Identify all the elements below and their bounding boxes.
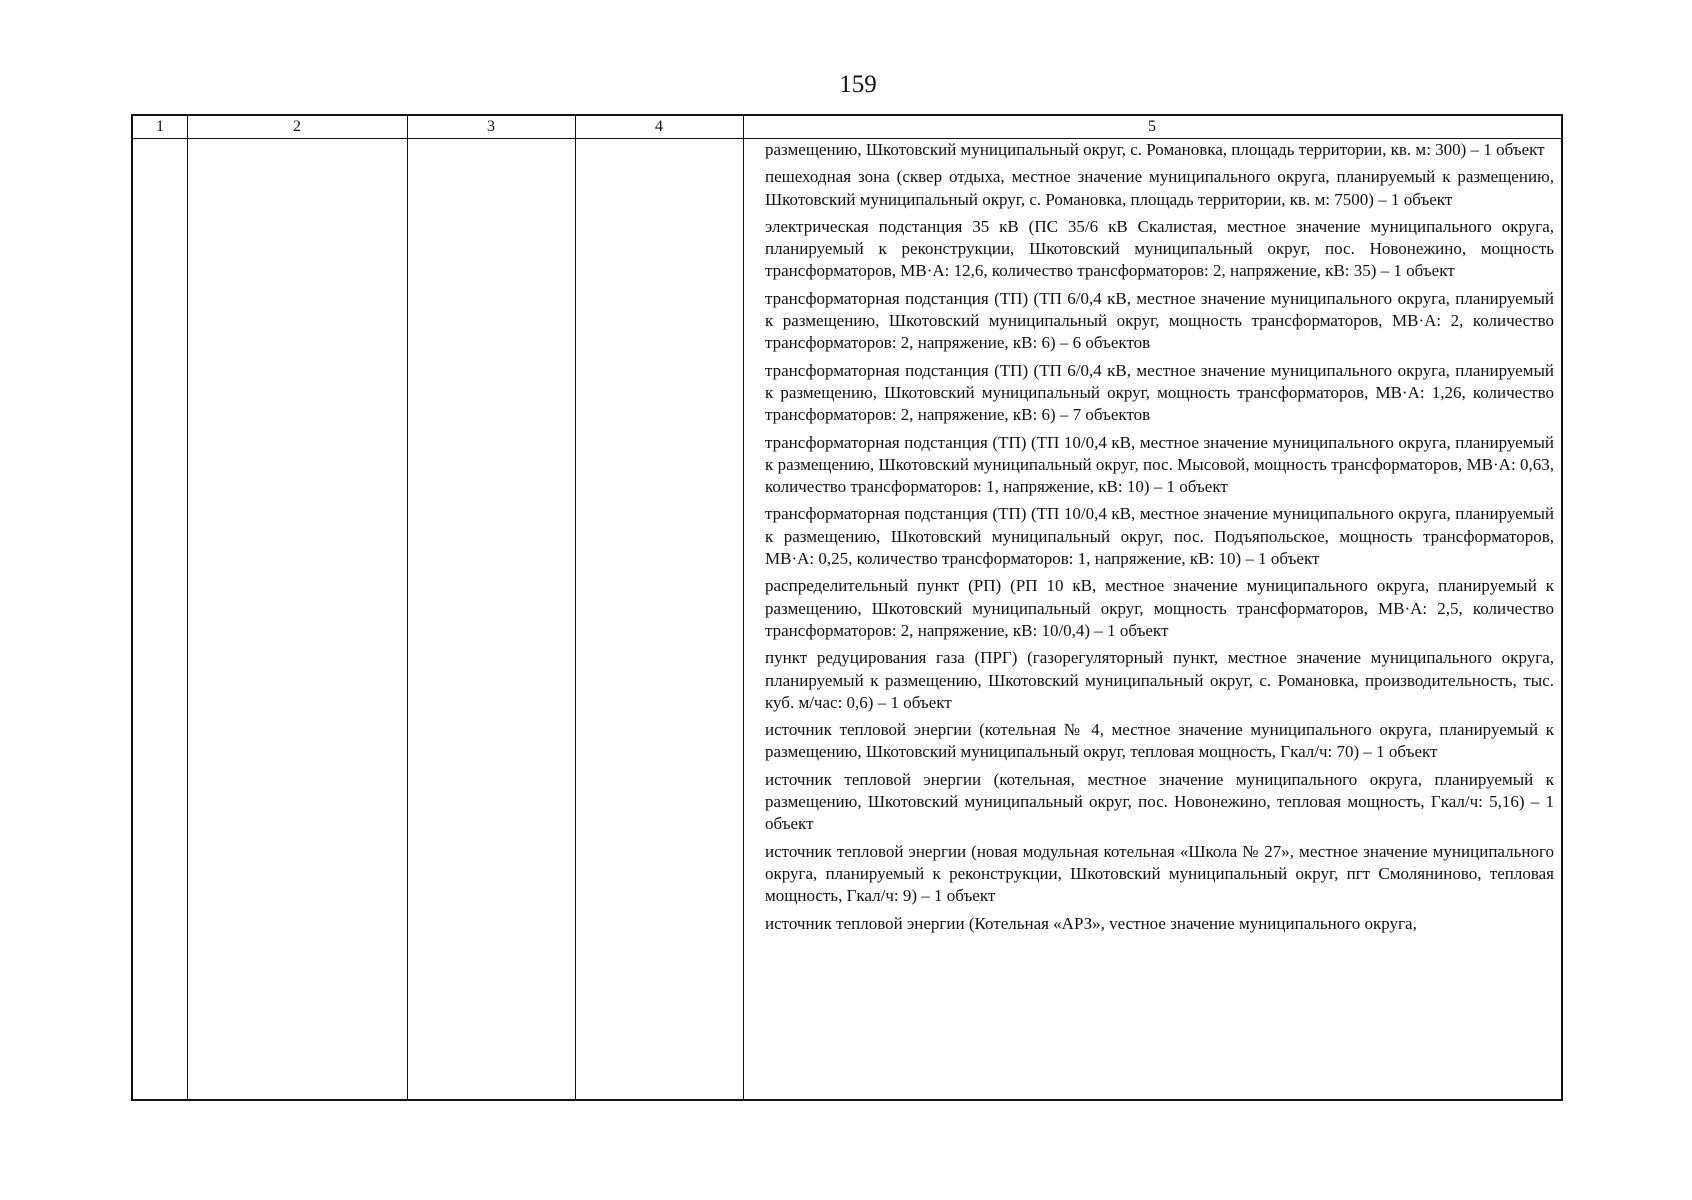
table-entry: трансформаторная подстанция (ТП) (ТП 10/0,4 кВ, местное значение муниципального округа, планируемый к размещению, Шкотовский муниципальный округ, пос. Мысовой, мощность трансформаторов, МВ·А: 0,63, количество трансформаторов: 1, напряжение, кВ: 10) – 1 объект: [765, 432, 1554, 497]
header-cell-col5: 5: [1148, 118, 1156, 135]
header-cell-col4: 4: [655, 118, 663, 135]
header-cell-col2: 2: [293, 118, 301, 135]
column-divider: [575, 116, 576, 1099]
table-entry: источник тепловой энергии (котельная № 4, местное значение муниципального округа, планируемый к размещению, Шкотовский муниципальный округ, тепловая мощность, Гкал/ч: 70) – 1 объект: [765, 720, 1554, 762]
table-entry: размещению, Шкотовский муниципальный округ, с. Романовка, площадь территории, кв. м: 300) – 1 объект: [765, 140, 1545, 159]
table-entry: трансформаторная подстанция (ТП) (ТП 6/0,4 кВ, местное значение муниципального округа, планируемый к размещению, Шкотовский муниципальный округ, мощность трансформаторов, МВ·А: 1,26, количество трансформаторов: 2, напряжение, кВ: 6) – 7 объектов: [765, 360, 1554, 425]
table-entry: пешеходная зона (сквер отдыха, местное значение муниципального округа, планируемый к размещению, Шкотовский муниципальный округ, с. Романовка, площадь территории, кв. м: 7500) – 1 объект: [765, 167, 1554, 209]
header-cell-col3: 3: [487, 118, 495, 135]
page-number: 159: [839, 71, 877, 98]
table-entry: электрическая подстанция 35 кВ (ПС 35/6 кВ Скалистая, местное значение муниципального округа, планируемый к реконструкции, Шкотовский муниципальный округ, пос. Новонежино, мощность трансформаторов, МВ·А: 12,6, количество трансформаторов: 2, напряжение, кВ: 35) – 1 объект: [765, 216, 1554, 281]
table-entry: пункт редуцирования газа (ПРГ) (газорегуляторный пункт, местное значение муниципального округа, планируемый к размещению, Шкотовский муниципальный округ, с. Романовка, производительность, тыс. куб. м/час: 0,6) – 1 объект: [765, 648, 1554, 712]
document-table: [131, 114, 1563, 1101]
column-divider: [407, 116, 408, 1099]
table-entry: распределительный пункт (РП) (РП 10 кВ, местное значение муниципального округа, планируемый к размещению, Шкотовский муниципальный округ, мощность трансформаторов, МВ·А: 2,5, количество трансформаторов: 2, напряжение, кВ: 10/0,4) – 1 объект: [765, 576, 1554, 640]
header-cell-col1: 1: [156, 118, 164, 135]
column-5-content: [754, 139, 1563, 1099]
column-divider: [743, 116, 744, 1099]
column-divider: [187, 116, 188, 1099]
table-entry: трансформаторная подстанция (ТП) (ТП 6/0,4 кВ, местное значение муниципального округа, планируемый к размещению, Шкотовский муниципальный округ, мощность трансформаторов, МВ·А: 2, количество трансформаторов: 2, напряжение, кВ: 6) – 6 объектов: [765, 288, 1554, 353]
table-entry: источник тепловой энергии (котельная, местное значение муниципального округа, планируемый к размещению, Шкотовский муниципальный округ, пос. Новонежино, тепловая мощность, Гкал/ч: 5,16) – 1 объект: [765, 769, 1554, 834]
table-entry: источник тепловой энергии (новая модульная котельная «Школа № 27», местное значение муниципального округа, планируемый к реконструкции, Шкотовский муниципальный округ, пгт Смоляниново, тепловая мощность, Гкал/ч: 9) – 1 объект: [765, 841, 1554, 906]
table-entry: источник тепловой энергии (Котельная «АРЗ», vестное значение муниципального округа,: [765, 913, 1417, 933]
table-entry: трансформаторная подстанция (ТП) (ТП 10/0,4 кВ, местное значение муниципального округа, планируемый к размещению, Шкотовский муниципальный округ, пос. Подъяпольское, мощность трансформаторов, МВ·А: 0,25, количество трансформаторов: 1, напряжение, кВ: 10) – 1 объект: [765, 504, 1554, 569]
table-header-row: [133, 116, 1561, 139]
